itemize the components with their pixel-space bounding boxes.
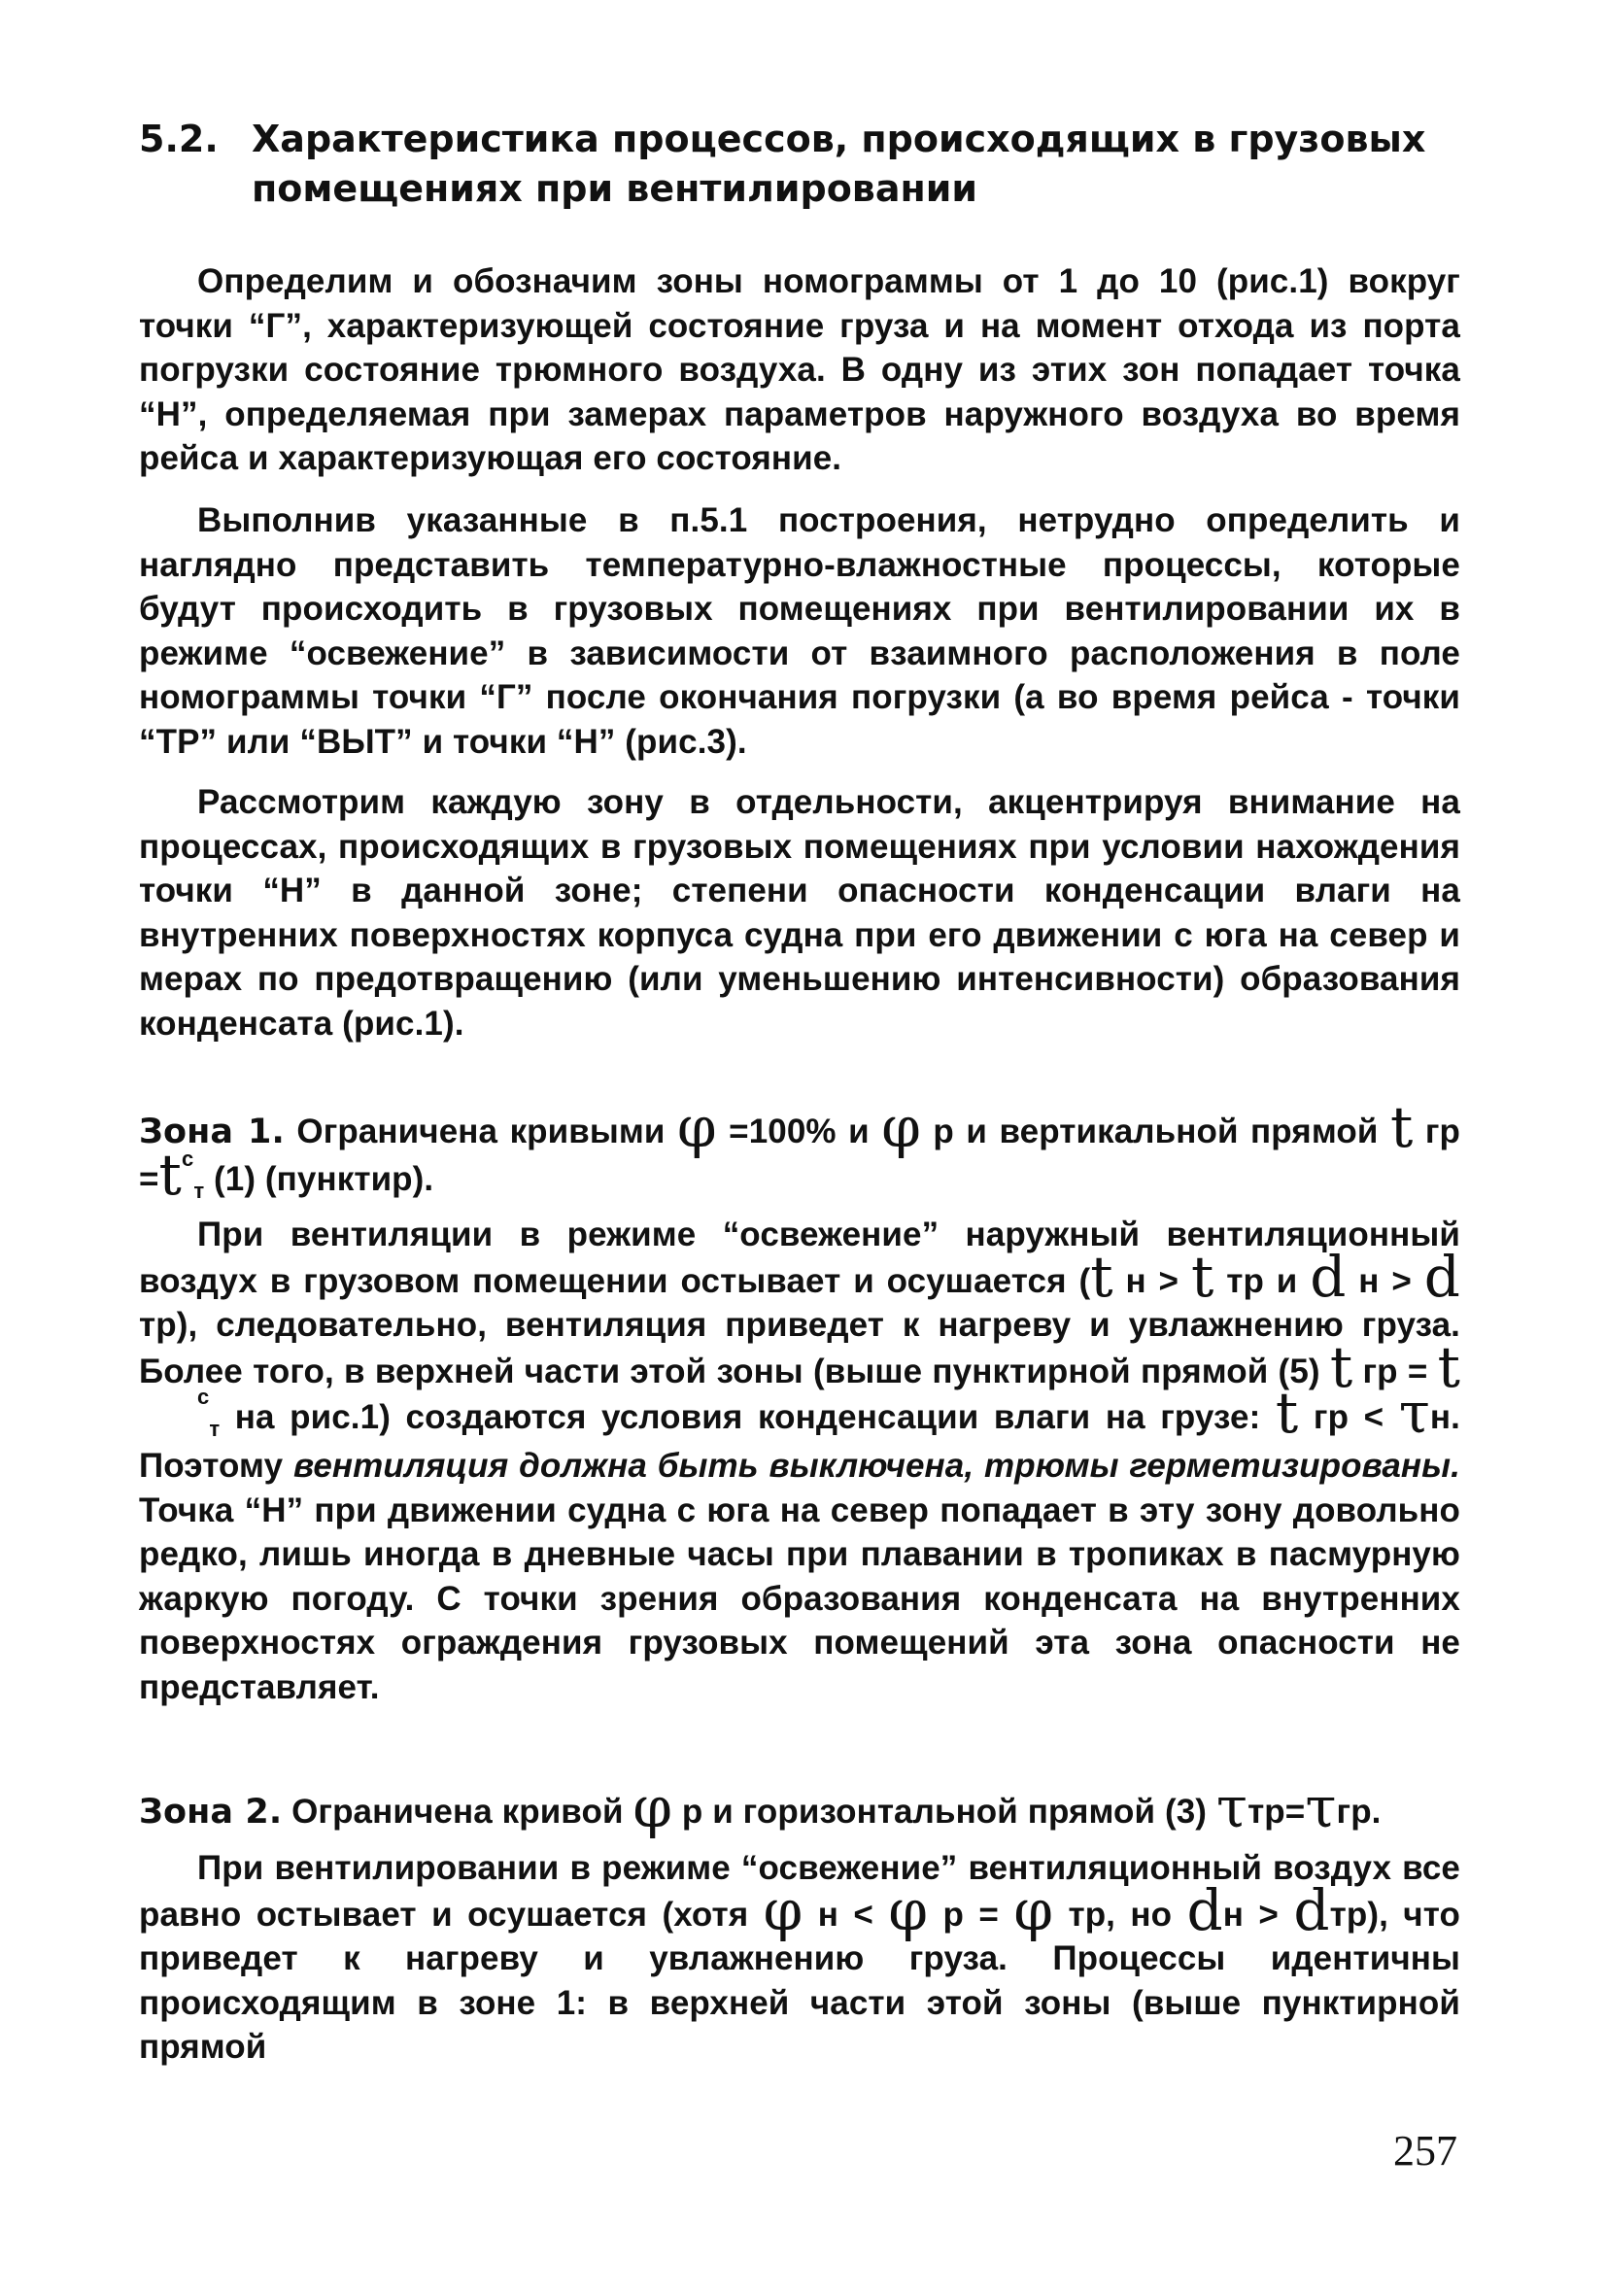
section-title-line2: помещениях при вентилировании <box>252 167 977 210</box>
zone2-text: р и горизонтальной прямой (3) <box>672 1793 1216 1831</box>
zone1-body-text: Точка “Н” при движении судна с юга на север попадает в эту зону довольно редко, лишь иногда в дневные часы при плавании в тропиках в пасмурную жаркую погоду. С точки зрения образования конденсата на внутренних поверхностях ограждения грузовых помещений эта зона опасности не представляет. <box>139 1491 1460 1706</box>
zone2-body-text: р = <box>928 1895 1014 1934</box>
zone1-text: р и вертикальной прямой <box>920 1113 1390 1150</box>
zone1-body-text: н > <box>1112 1261 1191 1300</box>
subscript-t: т <box>193 1178 205 1203</box>
zone1-body-text: гр < <box>1298 1398 1399 1437</box>
zone2-definition <box>139 1774 1460 1840</box>
zone1-text: =100% и <box>716 1113 882 1150</box>
phi-symbol: φ <box>632 1774 673 1840</box>
zone2-body-text: тр), что приведет к нагреву и увлажнению груза. Процессы идентичны происходящим в зоне 1: в верхней части этой зоны (выше пунктирной прямой <box>139 1895 1460 2067</box>
zone1-label: Зона 1. <box>139 1113 285 1151</box>
paragraph-3: Рассмотрим каждую зону в отдельности, акцентрируя внимание на процессах, происходящих в грузовых помещениях при условии нахождения точки “Н” в данной зоне; степени опасности конденсации влаги на внутренних поверхностях корпуса судна при его движении с юга на север и мерах по предотвращению (или уменьшению интенсивности) образования конденсата (рис.1). <box>139 783 1460 1043</box>
subscript-t: т <box>209 1417 221 1442</box>
phi-symbol: φ <box>676 1094 717 1160</box>
paragraph-1: Определим и обозначим зоны номограммы от 1 до 10 (рис.1) вокруг точки “Г”, характеризующей состояние груза и на момент отхода из порта погрузки состояние трюмного воздуха. В одну из этих зон попадает точка “Н”, определяемая при замерах параметров наружного воздуха во время рейса и характеризующая его состояние. <box>139 262 1460 478</box>
zone2-body-text: тр, но <box>1053 1895 1187 1934</box>
zone1-body-text: тр), следовательно, вентиляция приведет к нагреву и увлажнению груза. Более того, в верхней части этой зоны (выше пунктирной прямой (5) <box>139 1306 1460 1390</box>
zone1-description <box>139 1213 1460 1710</box>
zone2-text: гр. <box>1336 1793 1382 1831</box>
zone1-body-text: При вентиляции в режиме “освежение” наружный вентиляционный воздух в грузовом помещении остывает и осушается ( <box>139 1216 1460 1300</box>
zone1-definition <box>139 1094 1461 1208</box>
page-number: 257 <box>1393 2127 1457 2175</box>
tau-symbol: τ <box>1215 1774 1248 1840</box>
d-symbol: d <box>1186 1876 1223 1943</box>
zone1-body-text: тр и <box>1213 1261 1311 1300</box>
zone1-text: Ограничена кривыми <box>284 1113 677 1150</box>
zone1-body-text: на рис.1) создаются условия конденсации влаги на грузе: <box>220 1398 1276 1437</box>
zone1-body-text: н > <box>1346 1261 1424 1300</box>
t-symbol: t <box>1090 1243 1113 1310</box>
t-symbol: t <box>1329 1333 1353 1400</box>
section-title-line1: Характеристика процессов, происходящих в грузовых <box>252 118 1426 160</box>
superscript-c: с <box>197 1385 210 1410</box>
zone2-text: Ограничена кривой <box>282 1793 633 1831</box>
zone2-description <box>139 1846 1460 2070</box>
phi-symbol: φ <box>881 1094 921 1160</box>
d-symbol: d <box>1423 1243 1460 1310</box>
d-symbol: d <box>1293 1876 1330 1943</box>
t-symbol: t <box>1275 1380 1299 1447</box>
paragraph-2: Выполнив указанные в п.5.1 построения, нетрудно определить и наглядно представить температурно-влажностные процессы, которые будут происходить в грузовых помещениях при вентилировании их в режиме “освежение” в зависимости от взаимного расположения в поле номограммы точки “Г” после окончания погрузки (а во время рейса - точки “ТР” или “ВЫТ” и точки “Н” (рис.3). <box>139 501 1460 761</box>
t-symbol: t <box>1437 1333 1460 1400</box>
phi-symbol: φ <box>1013 1876 1054 1943</box>
t-symbol: t <box>158 1141 182 1208</box>
superscript-c: с <box>181 1146 194 1171</box>
zone2-body-text: При вентилировании в режиме “освежение” вентиляционный воздух все равно остывает и осушается (хотя <box>139 1849 1460 1934</box>
tau-symbol: τ <box>1305 1774 1337 1840</box>
phi-symbol: φ <box>888 1876 929 1943</box>
phi-symbol: φ <box>763 1876 803 1943</box>
d-symbol: d <box>1310 1243 1347 1310</box>
t-symbol: t <box>1190 1243 1214 1310</box>
section-number: 5.2. <box>139 118 219 160</box>
zone2-body-text: н < <box>803 1895 889 1934</box>
section-heading <box>139 115 1460 214</box>
tau-symbol: τ <box>1398 1380 1430 1447</box>
zone2-body-text: н > <box>1222 1895 1294 1934</box>
zone1-text: гр = <box>139 1113 1461 1198</box>
zone1-body-text: гр = <box>1352 1352 1438 1390</box>
zone2-text: тр= <box>1247 1793 1306 1831</box>
zone1-emphasis: вентиляция должна быть выключена, трюмы герметизированы. <box>292 1446 1460 1485</box>
zone1-text: (1) (пунктир). <box>204 1159 434 1198</box>
t-symbol: t <box>1389 1094 1414 1160</box>
zone2-label: Зона 2. <box>139 1793 283 1832</box>
zone1-body-text: н. Поэтому <box>139 1398 1460 1485</box>
